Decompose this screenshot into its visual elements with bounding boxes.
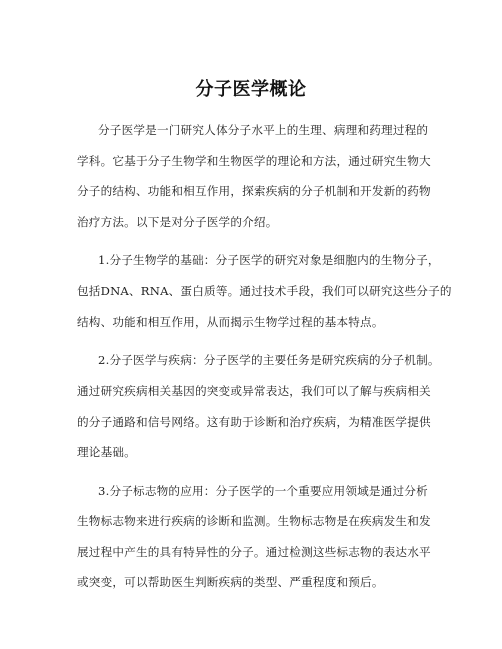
paragraph-line: 治疗方法。以下是对分子医学的介绍。 xyxy=(77,215,278,229)
paragraph-line: 1.分子生物学的基础：分子医学的研究对象是细胞内的生物分子， xyxy=(98,253,440,267)
paragraph-line: 3.分子标志物的应用：分子医学的一个重要应用领域是通过分析 xyxy=(98,484,428,498)
paragraph-line: 2.分子医学与疾病：分子医学的主要任务是研究疾病的分子机制。 xyxy=(98,353,440,367)
paragraph-line: 生物标志物来进行疾病的诊断和监测。生物标志物是在疾病发生和发 xyxy=(77,514,431,528)
paragraph-line: 结构、功能和相互作用，从而揭示生物学过程的基本特点。 xyxy=(77,315,384,329)
paragraph-line: 通过研究疾病相关基因的突变或异常表达，我们可以了解与疾病相关 xyxy=(77,384,431,398)
paragraph-line: 学科。它基于分子生物学和生物医学的理论和方法，通过研究生物大 xyxy=(77,154,431,168)
paragraph-line: 或突变，可以帮助医生判断疾病的类型、严重程度和预后。 xyxy=(77,575,384,589)
paragraph-line: 包括DNA、RNA、蛋白质等。通过技术手段，我们可以研究这些分子的 xyxy=(77,284,452,298)
paragraph-line: 理论基础。 xyxy=(77,445,136,459)
paragraph-line: 分子的结构、功能和相互作用，探索疾病的分子机制和开发新的药物 xyxy=(77,184,431,198)
paragraph-line: 的分子通路和信号网络。这有助于诊断和治疗疾病，为精准医学提供 xyxy=(77,415,431,429)
paragraph-line: 展过程中产生的具有特异性的分子。通过检测这些标志物的表达水平 xyxy=(77,545,431,559)
document-title: 分子医学概论 xyxy=(195,79,307,100)
paragraph-line: 分子医学是一门研究人体分子水平上的生理、病理和药理过程的 xyxy=(98,123,429,137)
